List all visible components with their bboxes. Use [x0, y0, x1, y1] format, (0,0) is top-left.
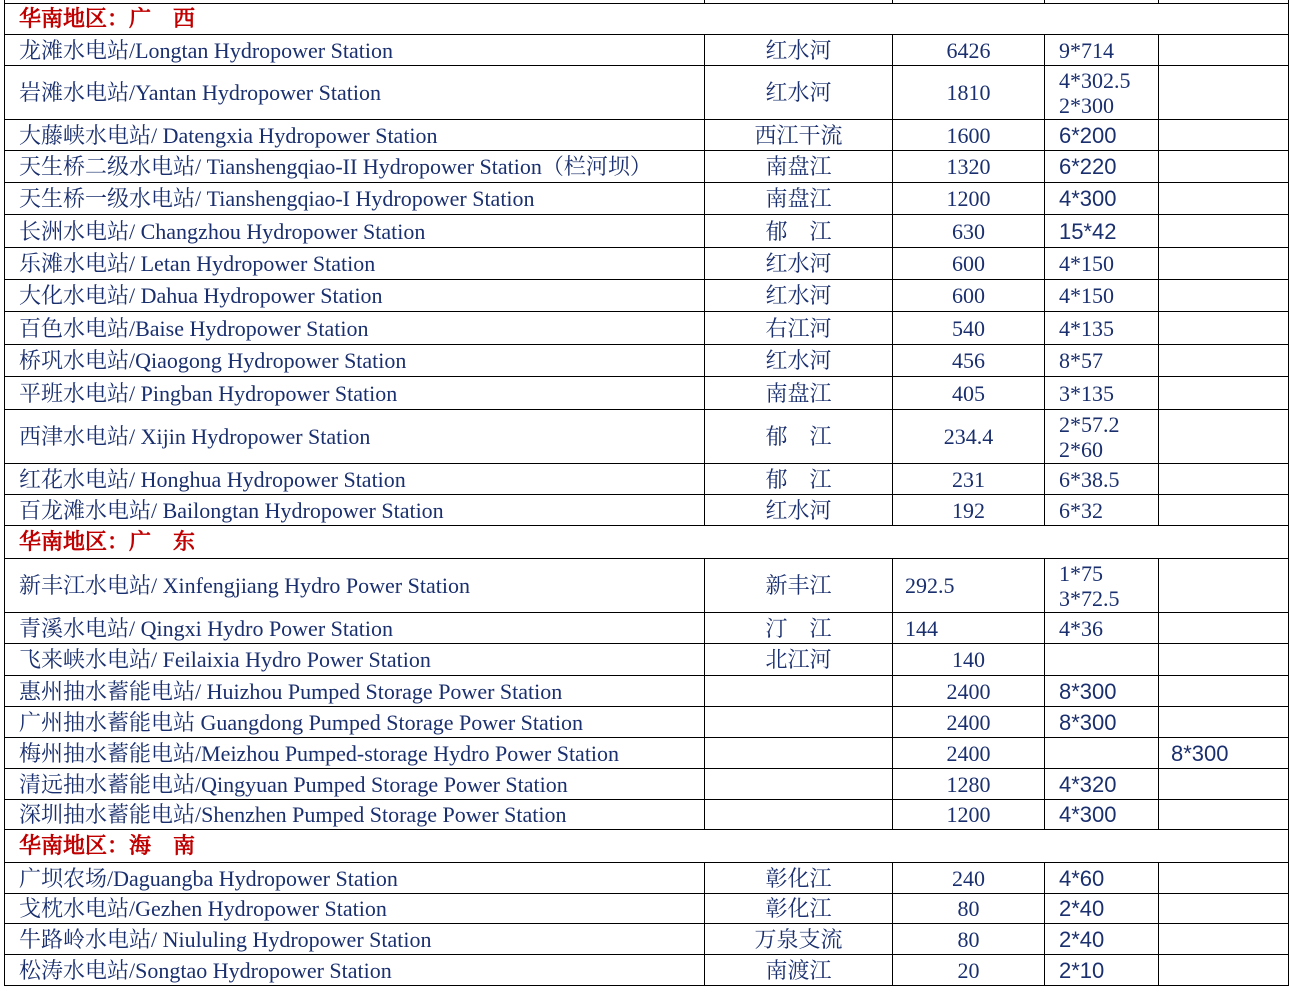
unit-line: 8*300 [1059, 709, 1117, 735]
river-name: 红水河 [705, 248, 893, 280]
station-name: 飞来峡水电站/ Feilaixia Hydro Power Station [5, 644, 705, 676]
station-name: 大藤峡水电站/ Datengxia Hydropower Station [5, 120, 705, 151]
station-name: 清远抽水蓄能电站/Qingyuan Pumped Storage Power Station [5, 769, 705, 800]
extra-unit-config [1159, 676, 1289, 707]
extra-unit-config [1159, 410, 1289, 464]
table-row [5, 464, 1289, 495]
installed-capacity: 234.4 [893, 410, 1045, 464]
station-name: 惠州抽水蓄能电站/ Huizhou Pumped Storage Power Station [5, 676, 705, 707]
station-name: 松涛水电站/Songtao Hydropower Station [5, 955, 705, 986]
table-row [5, 738, 1289, 769]
table-row [5, 894, 1289, 924]
table-row [5, 120, 1289, 151]
installed-capacity: 240 [893, 863, 1045, 894]
table-row [5, 495, 1289, 526]
unit-config [1045, 120, 1159, 151]
station-name: 新丰江水电站/ Xinfengjiang Hydro Power Station [5, 559, 705, 613]
station-name: 长洲水电站/ Changzhou Hydropower Station [5, 215, 705, 248]
unit-line: 2*57.2 [1059, 411, 1120, 437]
installed-capacity: 80 [893, 894, 1045, 924]
unit-line: 4*300 [1059, 186, 1117, 211]
river-name: 汀 江 [705, 613, 893, 644]
extra-unit-config [1159, 955, 1289, 986]
river-name: 北江河 [705, 644, 893, 676]
unit-config [1045, 377, 1159, 410]
table-body [5, 0, 1289, 986]
installed-capacity: 231 [893, 464, 1045, 495]
installed-capacity: 20 [893, 955, 1045, 986]
station-name: 牛路岭水电站/ Niululing Hydropower Station [5, 924, 705, 955]
extra-unit-config [1159, 215, 1289, 248]
station-name: 桥巩水电站/Qiaogong Hydropower Station [5, 345, 705, 377]
table-row [5, 215, 1289, 248]
unit-line: 4*150 [1059, 283, 1114, 308]
unit-config [1045, 410, 1159, 464]
extra-unit-config [1159, 894, 1289, 924]
station-name: 西津水电站/ Xijin Hydropower Station [5, 410, 705, 464]
table-row [5, 377, 1289, 410]
extra-unit-config [1159, 312, 1289, 345]
unit-line: 2*300 [1059, 92, 1114, 118]
installed-capacity: 1320 [893, 151, 1045, 183]
extra-unit-config [1159, 707, 1289, 738]
installed-capacity: 1810 [893, 66, 1045, 120]
table-row [5, 280, 1289, 312]
extra-unit-config [1159, 66, 1289, 120]
unit-config [1045, 559, 1159, 613]
unit-line: 4*60 [1059, 865, 1105, 891]
station-name: 天生桥二级水电站/ Tianshengqiao-II Hydropower Station（栏河坝） [5, 151, 705, 183]
installed-capacity: 2400 [893, 707, 1045, 738]
river-name: 右江河 [705, 312, 893, 345]
unit-config [1045, 769, 1159, 800]
installed-capacity: 1200 [893, 183, 1045, 215]
unit-config [1045, 644, 1159, 676]
unit-config [1045, 312, 1159, 345]
extra-unit-config [1159, 924, 1289, 955]
station-name: 青溪水电站/ Qingxi Hydro Power Station [5, 613, 705, 644]
unit-config [1045, 464, 1159, 495]
installed-capacity: 140 [893, 644, 1045, 676]
unit-line: 1*75 [1059, 560, 1103, 586]
unit-config [1045, 66, 1159, 120]
unit-line: 8*57 [1059, 348, 1103, 373]
installed-capacity: 292.5 [893, 559, 1045, 613]
unit-config [1045, 800, 1159, 830]
table-row [5, 863, 1289, 894]
installed-capacity: 1280 [893, 769, 1045, 800]
extra-unit-config [1159, 464, 1289, 495]
section-title: 华南地区：海 南 [5, 830, 1289, 863]
unit-line: 2*40 [1059, 926, 1105, 952]
installed-capacity: 192 [893, 495, 1045, 526]
extra-unit-config [1159, 495, 1289, 526]
river-name [705, 738, 893, 769]
river-name: 西江干流 [705, 120, 893, 151]
station-name: 大化水电站/ Dahua Hydropower Station [5, 280, 705, 312]
unit-line: 6*200 [1059, 122, 1117, 148]
installed-capacity: 1200 [893, 800, 1045, 830]
installed-capacity: 144 [893, 613, 1045, 644]
station-name: 百色水电站/Baise Hydropower Station [5, 312, 705, 345]
unit-config [1045, 495, 1159, 526]
section-header-hainan [5, 830, 1289, 863]
station-name: 岩滩水电站/Yantan Hydropower Station [5, 66, 705, 120]
unit-line: 9*714 [1059, 37, 1114, 63]
unit-config [1045, 707, 1159, 738]
river-name: 南盘江 [705, 183, 893, 215]
river-name: 郁 江 [705, 215, 893, 248]
table-row [5, 312, 1289, 345]
station-name: 戈枕水电站/Gezhen Hydropower Station [5, 894, 705, 924]
table-row [5, 800, 1289, 830]
station-name: 红花水电站/ Honghua Hydropower Station [5, 464, 705, 495]
installed-capacity: 456 [893, 345, 1045, 377]
unit-config [1045, 738, 1159, 769]
table-row [5, 35, 1289, 66]
installed-capacity: 6426 [893, 35, 1045, 66]
river-name: 郁 江 [705, 410, 893, 464]
extra-unit-config [1159, 345, 1289, 377]
unit-line: 6*32 [1059, 497, 1103, 523]
unit-line: 3*135 [1059, 380, 1114, 406]
extra-unit-config [1159, 120, 1289, 151]
river-name: 红水河 [705, 495, 893, 526]
table-row [5, 707, 1289, 738]
hydropower-station-table [4, 0, 1289, 986]
river-name [705, 769, 893, 800]
unit-config [1045, 863, 1159, 894]
river-name: 红水河 [705, 345, 893, 377]
installed-capacity: 1600 [893, 120, 1045, 151]
unit-line: 2*40 [1059, 896, 1105, 921]
extra-unit-config: 8*300 [1159, 738, 1289, 769]
installed-capacity: 540 [893, 312, 1045, 345]
station-name: 百龙滩水电站/ Bailongtan Hydropower Station [5, 495, 705, 526]
section-header-guangdong [5, 526, 1289, 559]
hydropower-station-table-page [4, 0, 1288, 986]
extra-unit-config [1159, 800, 1289, 830]
extra-unit-config [1159, 769, 1289, 800]
table-row [5, 151, 1289, 183]
river-name: 南渡江 [705, 955, 893, 986]
table-row [5, 183, 1289, 215]
section-header-guangxi [5, 4, 1289, 35]
unit-line: 4*320 [1059, 771, 1117, 797]
extra-unit-config [1159, 559, 1289, 613]
extra-unit-config [1159, 248, 1289, 280]
installed-capacity: 405 [893, 377, 1045, 410]
river-name: 彰化江 [705, 863, 893, 894]
table-row [5, 559, 1289, 613]
station-name: 乐滩水电站/ Letan Hydropower Station [5, 248, 705, 280]
river-name: 万泉支流 [705, 924, 893, 955]
river-name [705, 676, 893, 707]
station-name: 平班水电站/ Pingban Hydropower Station [5, 377, 705, 410]
extra-unit-config [1159, 863, 1289, 894]
unit-config [1045, 345, 1159, 377]
river-name: 新丰江 [705, 559, 893, 613]
unit-line: 3*72.5 [1059, 585, 1120, 611]
table-row [5, 345, 1289, 377]
unit-config [1045, 924, 1159, 955]
river-name: 郁 江 [705, 464, 893, 495]
unit-config [1045, 676, 1159, 707]
river-name: 南盘江 [705, 377, 893, 410]
station-name: 梅州抽水蓄能电站/Meizhou Pumped-storage Hydro Power Station [5, 738, 705, 769]
extra-unit-config [1159, 644, 1289, 676]
extra-unit-config [1159, 35, 1289, 66]
river-name: 红水河 [705, 280, 893, 312]
unit-line: 6*38.5 [1059, 466, 1120, 492]
station-name: 广州抽水蓄能电站 Guangdong Pumped Storage Power Station [5, 707, 705, 738]
unit-line: 4*300 [1059, 802, 1117, 827]
table-row [5, 676, 1289, 707]
unit-line: 6*220 [1059, 154, 1117, 179]
unit-config [1045, 215, 1159, 248]
unit-line: 2*10 [1059, 957, 1105, 983]
installed-capacity: 630 [893, 215, 1045, 248]
installed-capacity: 2400 [893, 738, 1045, 769]
unit-line: 4*135 [1059, 315, 1114, 341]
section-title: 华南地区：广 西 [5, 4, 1289, 35]
unit-line: 4*150 [1059, 251, 1114, 276]
section-title: 华南地区：广 东 [5, 526, 1289, 559]
extra-unit-config [1159, 151, 1289, 183]
table-row [5, 924, 1289, 955]
unit-line: 4*302.5 [1059, 67, 1131, 93]
unit-line: 15*42 [1059, 218, 1117, 244]
unit-config [1045, 248, 1159, 280]
unit-config [1045, 955, 1159, 986]
installed-capacity: 80 [893, 924, 1045, 955]
station-name: 龙滩水电站/Longtan Hydropower Station [5, 35, 705, 66]
river-name: 红水河 [705, 35, 893, 66]
unit-line: 2*60 [1059, 436, 1103, 462]
unit-config [1045, 35, 1159, 66]
table-row [5, 769, 1289, 800]
table-row [5, 248, 1289, 280]
station-name: 广坝农场/Daguangba Hydropower Station [5, 863, 705, 894]
table-row [5, 955, 1289, 986]
table-row [5, 66, 1289, 120]
extra-unit-config [1159, 613, 1289, 644]
station-name: 深圳抽水蓄能电站/Shenzhen Pumped Storage Power Station [5, 800, 705, 830]
unit-config [1045, 183, 1159, 215]
river-name [705, 707, 893, 738]
unit-config [1045, 280, 1159, 312]
table-row [5, 410, 1289, 464]
river-name: 彰化江 [705, 894, 893, 924]
unit-line: 4*36 [1059, 615, 1103, 641]
unit-line: 8*300 [1059, 678, 1117, 704]
extra-unit-config [1159, 377, 1289, 410]
station-name: 天生桥一级水电站/ Tianshengqiao-I Hydropower Station [5, 183, 705, 215]
extra-unit-config [1159, 183, 1289, 215]
river-name [705, 800, 893, 830]
extra-unit-config [1159, 280, 1289, 312]
installed-capacity: 600 [893, 248, 1045, 280]
unit-config [1045, 151, 1159, 183]
installed-capacity: 600 [893, 280, 1045, 312]
installed-capacity: 2400 [893, 676, 1045, 707]
river-name: 南盘江 [705, 151, 893, 183]
unit-config [1045, 613, 1159, 644]
table-row [5, 644, 1289, 676]
river-name: 红水河 [705, 66, 893, 120]
table-row [5, 613, 1289, 644]
unit-config [1045, 894, 1159, 924]
